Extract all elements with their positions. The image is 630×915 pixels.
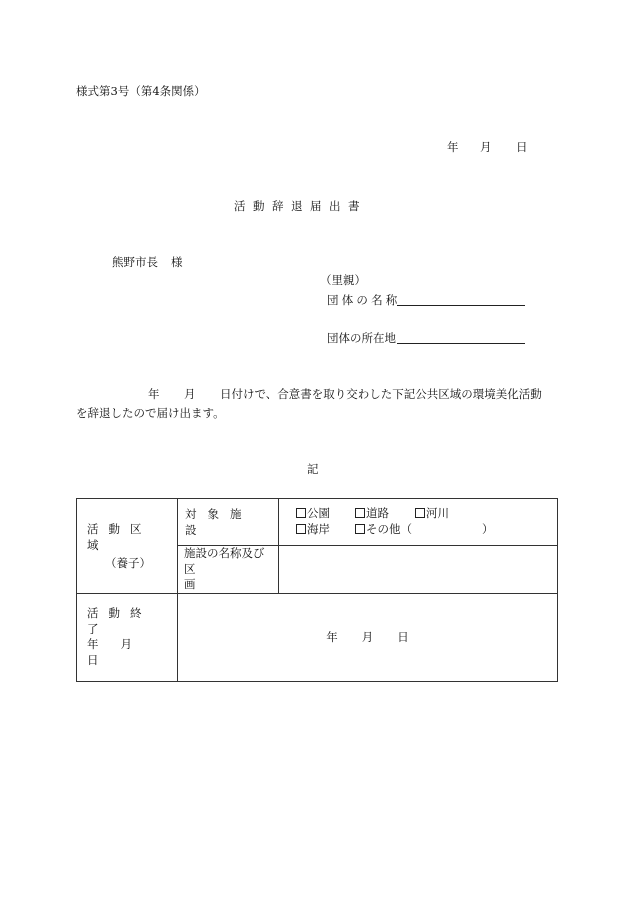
checkbox-icon xyxy=(355,508,365,518)
body-text-line2: を辞退したので届け出ます。 xyxy=(76,406,225,420)
body-month: 月 xyxy=(184,387,196,401)
org-name-field[interactable] xyxy=(397,305,525,306)
option-coast[interactable]: 海岸 xyxy=(296,522,355,538)
facility-options-cell xyxy=(279,499,558,546)
addressee-honorific: 様 xyxy=(171,255,183,269)
applicant-role: （里親） xyxy=(320,273,366,287)
date-month-label: 月 xyxy=(480,140,492,154)
end-year-label: 年 xyxy=(326,630,338,645)
option-park[interactable]: 公園 xyxy=(296,506,355,522)
date-day-label: 日 xyxy=(516,140,528,154)
facility-name-label-line2: 区画 xyxy=(184,561,262,592)
activity-area-label: 活動区域 xyxy=(87,521,152,552)
option-river[interactable]: 河川 xyxy=(415,506,449,522)
document-title: 活動辞退届出書 xyxy=(234,199,367,213)
addressee-name: 熊野市長 xyxy=(112,255,158,269)
option-other[interactable]: その他（ ） xyxy=(355,522,494,538)
activity-end-label-cell xyxy=(77,593,178,681)
facility-name-label-cell xyxy=(178,546,279,594)
adoptee-label: （養子） xyxy=(105,555,151,570)
activity-end-label-line2: 年月日 xyxy=(87,637,154,667)
activity-end-date-field[interactable] xyxy=(178,593,558,681)
date-year-label: 年 xyxy=(447,140,459,154)
checkbox-icon xyxy=(296,524,306,534)
body-text-line1: 日付けで、合意書を取り交わした下記公共区域の環境美化活動 xyxy=(220,387,542,401)
facility-label: 対象施設 xyxy=(185,507,253,537)
record-table xyxy=(76,498,558,682)
facility-label-cell xyxy=(178,499,279,546)
ki-heading: 記 xyxy=(307,462,319,476)
activity-area-header-cell xyxy=(77,499,178,594)
org-name-label: 団体の名称 xyxy=(327,293,401,307)
body-year: 年 xyxy=(148,387,160,401)
activity-end-label-line1: 活動終了 xyxy=(87,606,152,636)
option-road[interactable]: 道路 xyxy=(355,506,415,522)
facility-name-field[interactable] xyxy=(279,546,558,594)
org-address-field[interactable] xyxy=(397,343,525,344)
facility-name-label-line1: 施設の名称及び xyxy=(184,546,265,560)
checkbox-icon xyxy=(296,508,306,518)
checkbox-icon xyxy=(415,508,425,518)
end-day-label: 日 xyxy=(397,630,409,645)
end-month-label: 月 xyxy=(361,630,374,645)
checkbox-icon xyxy=(355,524,365,534)
org-address-label: 団体の所在地 xyxy=(327,331,396,345)
form-number: 様式第3号（第4条関係） xyxy=(76,84,206,98)
